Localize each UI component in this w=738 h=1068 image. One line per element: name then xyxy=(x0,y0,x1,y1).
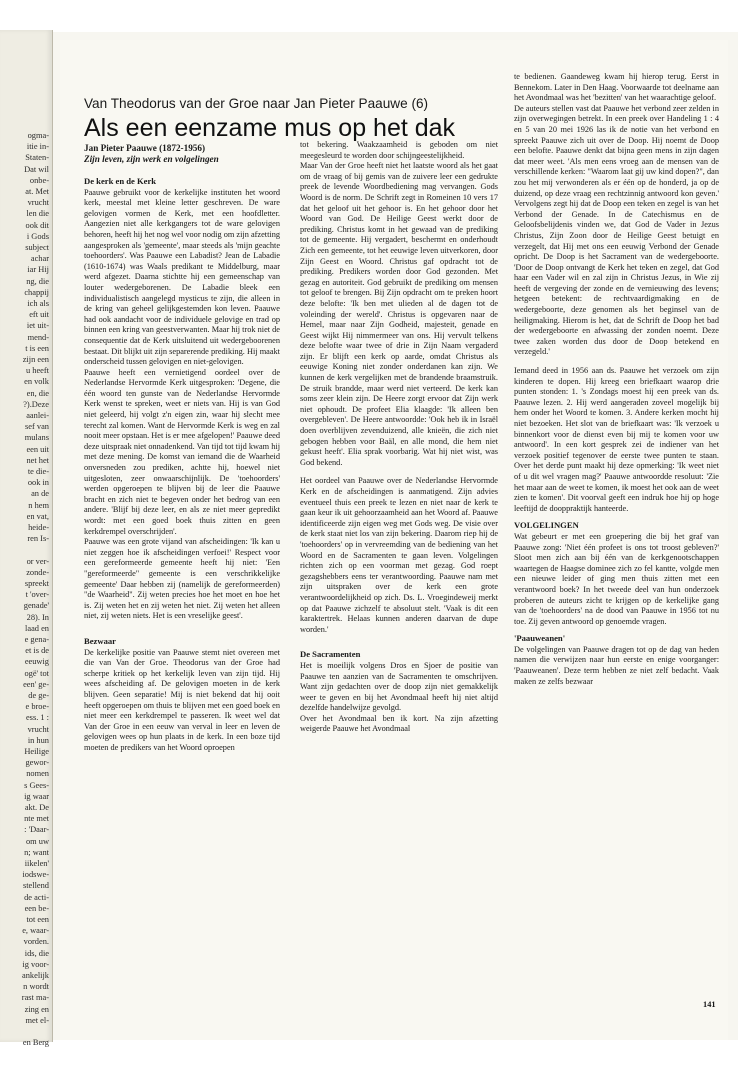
previous-page-fragment: onbe- xyxy=(29,175,49,185)
previous-page-fragment: t is een xyxy=(25,343,49,353)
previous-page-fragment: gewor- xyxy=(25,758,49,768)
previous-page-fragment: t 'over- xyxy=(25,590,49,600)
previous-page-fragment: met el- xyxy=(25,1015,49,1025)
previous-page-fragment: Heilige xyxy=(24,747,49,756)
previous-page-fragment: akt. De xyxy=(24,803,49,812)
column-3 xyxy=(514,72,719,687)
previous-page-fragment: eeuwig xyxy=(24,657,49,667)
previous-page-fragment: en, die xyxy=(26,388,49,398)
previous-page-edge xyxy=(0,30,53,1048)
column-2 xyxy=(300,140,498,735)
previous-page-fragment: zing en xyxy=(24,1004,49,1014)
paragraph: Paauwe was een grote vijand van afscheidingen: 'Ik kan u niet zeggen hoe ik afscheidingen verfoei!' Respect voor een gereformeerde gemeente heeft hij niet: 'Een "gereformeerde" gemeente is een verschrikkelijke gemeente' Daar hebben zij (namelijk de gereformeerden) "de Waarheid". Zij weten precies hoe het moet en hoe het is. Zij weten het en zij weten het niet. Zij weten het alleen niet, zij weten niets. Het is een vreselijke geest'. xyxy=(84,537,280,621)
previous-page-fragment: zonde- xyxy=(26,567,49,577)
previous-page-fragment: iar Hij xyxy=(27,265,49,275)
paragraph: Het oordeel van Paauwe over de Nederlandse Hervormde Kerk en de afscheidingen is aanmatigend. Zijn advies eventueel thuis een preek te lezen en niet naar de kerk te gaan keur ik uit gehoorzaamheid aan het Woord af. Paauwe identificeerde zijn eigen weg met Gods weg. De visie over de kerk staat niet los van zijn bekering. Daarom riep hij de 'toehoorders' op in vervreemding van de bediening van het Woord en de Sacramenten te gaan leven. Volgelingen richten zich op een voorman met gezag. God roept gezagshebbers eens ter verantwoording. Paauwe nam met zijn uitspraken over de kerk een grote verantwoordelijkheid op zich. Ds. L. Vroegindeweij merkt op dat Paauwe zichzelf te absoluut stelt. 'Vaak is dit een karaktertrek. Helaas kunnen anderen daarvan de dupe worden.' xyxy=(300,476,498,634)
spacer xyxy=(84,622,280,630)
previous-page-fragment: or ver- xyxy=(26,556,49,566)
previous-page-fragment: ess. 1 : xyxy=(25,713,49,723)
previous-page-fragment: en Berg xyxy=(22,1038,49,1048)
previous-page-fragment: rast ma- xyxy=(21,993,49,1003)
article-headline: Als een eenzame mus op het dak xyxy=(84,114,456,142)
previous-page-fragment: vrucht xyxy=(27,724,49,734)
paragraph: Het is moeilijk volgens Dros en Sjoer de positie van Paauwe ten aanzien van de Sacramenten te omschrijven. Want zijn gedachten over de doop zijn niet gemakkelijk weer te geven en bij het Avondmaal heeft hij niet altijd dezelfde handelwijze gevolgd. xyxy=(300,660,498,713)
previous-page-fragment: nte met xyxy=(24,814,49,824)
previous-page-fragment: ook dit xyxy=(25,220,49,230)
previous-page-fragment: vorden. xyxy=(23,937,49,947)
previous-page-fragment: an de xyxy=(31,489,49,499)
section-heading-bezwaar: Bezwaar xyxy=(84,635,116,646)
previous-page-fragment: sef van xyxy=(25,422,49,432)
previous-page-fragment: de acti- xyxy=(24,892,49,902)
previous-page-fragment: ig waar xyxy=(24,791,49,801)
previous-page-fragment: ogma- xyxy=(27,131,49,140)
paragraph: Paauwe heeft een vernietigend oordeel over de Nederlandse Hervormde Kerk uitgesproken: 'Degene, die één woord ten gunste van de Nederlandse Hervormde Kerk wenst te spreken, weet er niets van. Hij is van God niet geleerd, hij volgt z'n eigen zin, waar hij slecht mee terecht zal komen. Want de Hervormde Kerk is weg en zal nooit meer opstaan. Het is er mee afgelopen!' Paauwe deed deze uitspraak niet onnadenkend. Van tijd tot tijd kwam hij met deze mening. De komst van iemand die de Waarheid onversneden zou prediken, achtte hij, hoewel niet uitgesloten, zeer onwaarschijnlijk. De 'toehoorders' werden opgeroepen te blijven bij de leer die Paauwe bracht en zich niet te begeven onder het bedrog van een andere. 'Blijf bij deze leer, en als ze niet meer gepredikt wordt: met een goed boek thuis zitten en geen kerkdrempel overschrijden'. xyxy=(84,367,280,536)
previous-page-fragment: e, waar- xyxy=(22,926,49,936)
spacer xyxy=(514,358,719,366)
previous-page-fragment: mend- xyxy=(27,332,49,342)
previous-page-fragment: e broe- xyxy=(25,702,49,712)
previous-page-fragment: ?).Deze xyxy=(23,399,49,409)
previous-page-fragment: tot een xyxy=(26,915,49,924)
previous-page-fragment: aanlei- xyxy=(26,411,49,420)
previous-page-fragment: : 'Daar- xyxy=(24,825,49,835)
previous-page-fragment: de ge- xyxy=(28,691,49,700)
previous-page-fragment: ids, die xyxy=(24,948,49,958)
previous-page-fragment: spreekt xyxy=(24,579,49,588)
previous-page-fragment: mulans xyxy=(24,433,49,443)
previous-page-fragment: s Gees- xyxy=(24,780,49,790)
previous-page-fragment: ig voor- xyxy=(22,959,49,969)
section-heading-paauweanen: 'Paauweanen' xyxy=(514,633,566,644)
paragraph: tot bekering. Waakzaamheid is geboden om niet meegesleurd te worden door schijngeestelijkheid. xyxy=(300,140,498,160)
previous-page-fragment: subject xyxy=(25,243,49,252)
series-title: Van Theodorus van der Groe naar Jan Pieter Paauwe (6) xyxy=(84,96,429,111)
previous-page-fragment: net het xyxy=(26,455,49,465)
previous-page-fragment: chappij xyxy=(24,287,49,297)
previous-page-fragment: 28). In xyxy=(26,612,49,622)
previous-page-fragment: iodswe- xyxy=(22,870,49,880)
section-heading-sacramenten: De Sacramenten xyxy=(300,649,361,660)
previous-page-fragment: om uw xyxy=(25,836,49,846)
paragraph: Maar Van der Groe heeft niet het laatste woord als het gaat om de vraag of bij gemis van de zuivere leer een gedrukte preek de levende Woordbediening mag vervangen. Gods Woord is de norm. De Schrift zegt in Romeinen 10 vers 17 dat het geloof uit het gehoor is. En het gehoor door het Woord van God. De Heilige Geest werkt door de prediking. Christus komt in het gewaad van de prediking tot de gemeente. Hij vergadert, beschermt en onderhoudt Zich een gemeente, tot het eeuwige leven uitverkoren, door Zijn Geest en Woord. Christus gaf opdracht tot de prediking. Predikers worden door God gezonden. Met gezag en autoriteit. God gebruikt de prediking om mensen tot geloof te brengen. Bij Zijn opdracht om te preken hoort deze belofte: 'Ik ben met ulieden al de dagen tot de voleinding der wereld'. Christus is opgevaren naar de Hemel, maar naar Zijn Godheid, majesteit, genade en Geest wijkt Hij nimmermeer van ons. Hij vervult telkens deze belofte waar twee of drie in Zijn Naam vergaderd zijn. Er blijft een kerk op aarde, omdat Christus als eeuwige Koning niet zonder onderdanen kan zijn. We kunnen de kerk vergelijken met de brandende braamstruik. De struik brandde, maar werd niet verteerd. De kerk kan soms zeer klein zijn. De Heere zorgt ervoor dat Zijn werk niet ophoudt. De profeet Elia klaagde: 'Ik alleen ben overgebleven'. De Heere antwoordde: 'Ook heb ik in Israël doen overblijven zevenduizend, alle knieën, die zich niet gebogen hebben voor Baäl, en alle mond, die hem niet gekust heeft'. Elia sprak voorbarig. Wat hij niet wist, was God bekend. xyxy=(300,161,498,467)
previous-page-fragment: nomen xyxy=(26,769,49,779)
previous-page-fragment: ich als xyxy=(27,299,49,308)
paragraph: De auteurs stellen vast dat Paauwe het verbond zeer zelden in zijn overwegingen betrekt. In een preek over Handeling 1 : 4 en 5 van 20 mei 1926 las ik de notie van het verbond en spreekt Paauwe zich uit over de Doop. Hij noemt de Doop een belofte. Paauwe denkt dat bijna geen mens in zijn dagen dat meer weet. 'Als men eens vroeg aan de mensen van de verschillende kerken: "Waarom laat gij uw kind dopen?", dan zou het mij verwonderen als er één op de honderd, ja op de duizend, op deze vraag een rechtzinnig antwoord kon geven.' Vervolgens zegt hij dat de Doop een teken en zegel is van het Verbond der Genade. In de Catechismus en de Geloofsbelijdenis vinden we, dat God de Vader in Jezus Christus, Zijn Zoon door de Heilige Geest betuigt en verzegelt, dat Hij met ons een eeuwig Verbond der Genade opricht. De Doop is het Sacrament van de wedergeboorte. 'Door de Doop ontvangt de Kerk het teken en zegel, dat God haar een Vader wil en zal zijn in Christus Jezus, in Wie zij heeft de vergeving der zonde en de vernieuwing des levens; hetgeen betekent: de rechtvaardigmaking en de wedergeboorte, deze genomen als het beginsel van de heiligmaking. Hierom is het, dat de Schrift de Doop het bad der wedergeboorte en afwassing der zonden noemt. Deze twee zaken worden dus door de Doop betekend en verzegeld.' xyxy=(514,103,719,357)
paragraph: Paauwe gebruikt voor de kerkelijke instituten het woord kerk, meestal met kleine letter geschreven. De ware gelovigen vormen de Kerk, met een hoofdletter. Aangezien niet alle kerkgangers tot de ware gelovigen behoren, heeft hij het nog wel voor nodig om zijn afzetting aangesproken als 'gemeente', maar steeds als 'mijn geachte toehoorders'. Was Paauwe een Labadist? Jean de Labadie (1610-1674) was Waals predikant te Middelburg, maar werd afgezet. Daarna stichtte hij een gemeenschap van louter wedergeborenen. De Labadie bleek een individualistisch aangelegd mysticus te zijn, die alleen in de kring van geheel gelijkgestemden kon leven. Paauwe had ook aandacht voor de individuele gelovige en trad op binnen een kring van geestverwanten. Maar hij trok niet de consequentie dat de Kerk uitsluitend uit wedergeboorenen bestaat. Dit blijkt uit zijn separerende prediking. Hij maakt onderscheid tussen gelovigen en niet-gelovigen. xyxy=(84,187,280,367)
spacer xyxy=(300,635,498,643)
previous-page-fragment: Staten- xyxy=(25,153,49,163)
previous-page-fragment: u heeft xyxy=(25,366,49,376)
section-heading-volgelingen: VOLGELINGEN xyxy=(514,520,579,531)
previous-page-fragment: et is de xyxy=(25,646,49,656)
spacer xyxy=(300,468,498,476)
page-number: 141 xyxy=(703,1000,716,1009)
previous-page-fragment: stellend xyxy=(22,881,49,891)
previous-page-fragment: zijn een xyxy=(22,355,49,364)
previous-page-fragment: te die- xyxy=(27,467,49,476)
previous-page-fragment: eft uit xyxy=(29,310,49,320)
byline-subtitle: Zijn leven, zijn werk en volgelingen xyxy=(84,154,219,164)
byline-name: Jan Pieter Paauwe (1872-1956) xyxy=(84,143,206,153)
previous-page-fragment: en vat, xyxy=(26,511,49,521)
previous-page-fragment: ook in xyxy=(27,478,49,488)
section-heading-kerk: De kerk en de Kerk xyxy=(84,176,157,186)
previous-page-fragment: een' ge- xyxy=(23,679,49,689)
paragraph: te bedienen. Gaandeweg kwam hij hierop terug. Eerst in Bennekom. Later in Den Haag. Voorwaarde tot deelname aan het Avondmaal was het 'bezitten' van het waarachtige geloof. xyxy=(514,72,719,103)
byline xyxy=(84,143,284,165)
paragraph: Iemand deed in 1956 aan ds. Paauwe het verzoek om zijn kinderen te dopen. Hij kreeg een briefkaart waarop drie punten stonden: 1. 's Zondags moest hij een preek van ds. Paauwe lezen. 2. Hij werd aangeraden zoveel mogelijk bij hem onder het Woord te komen. 3. Andere kerken mocht hij niet bezoeken. Het slot van de briefkaart was: 'Ik verzoek u binnenkort voor de dienst even bij mij te komen voor uw antwoord'. In een kort gesprek zei de indiener van het verzoek positief tegenover de eerste twee punten te staan. Over het derde punt maakt hij deze opmerking: 'Ik weet niet of u dit wel vragen mag?' Paauwe antwoordde resoluut: 'Zie het maar aan de weet te komen, ik moest het ook aan de weet zien te komen'. Dit voorval geeft een indruk hoe hij op hoge leeftijd de dooppraktijk hanteerde. xyxy=(514,366,719,513)
previous-page-fragment: achar xyxy=(30,254,49,264)
paragraph: Wat gebeurt er met een groepering die bij het graf van Paauwe zong: 'Niet één profeet is ons tot troost gebleven?' Sloot men zich aan bij één van de kerkgenootschappen waartegen de Haagse dominee zich zo fel kantte, volgde men een nieuwe leider of ging men thuis zitten met een verantwoord boek? In het tweede deel van hun onderzoek proberen de auteurs zicht te krijgen op de kerkelijke gang van de 'toehoorders' na de dood van Paauwe in 1956 tot nu toe. Zij geven antwoord op genoemde vragen. xyxy=(514,531,719,626)
previous-page-fragment: iikelen' xyxy=(24,859,49,868)
previous-page-fragment: Dat wil xyxy=(24,164,49,174)
column-1 xyxy=(84,170,280,753)
scan-top-margin xyxy=(0,0,738,32)
previous-page-fragment: laad en xyxy=(25,623,49,633)
paragraph: Over het Avondmaal ben ik kort. Na zijn afzetting weigerde Paauwe het Avondmaal xyxy=(300,713,498,734)
scan-bottom-margin xyxy=(0,1040,738,1068)
previous-page-fragment: ankelijk xyxy=(22,971,49,980)
previous-page-fragment: n; want xyxy=(24,847,49,857)
previous-page-fragment: itie in- xyxy=(26,142,49,152)
previous-page-fragment: ren Is- xyxy=(27,534,49,544)
previous-page-fragment: vrucht xyxy=(27,198,49,208)
previous-page-fragment: en volk xyxy=(24,377,49,387)
previous-page-fragment: heide- xyxy=(28,523,49,532)
paragraph: De volgelingen van Paauwe dragen tot op de dag van heden namen die verwijzen naar hun eerste en enige voorganger: 'Paauweanen'. Deze term hebben ze niet zelf bedacht. Vaak maken ze zelfs bezwaar xyxy=(514,644,719,686)
previous-page-fragment: len die xyxy=(26,209,49,219)
previous-page-fragment: i Gods xyxy=(26,231,49,241)
previous-page-fragment: een be- xyxy=(24,903,49,913)
previous-page-fragment: ng, die xyxy=(26,276,49,286)
previous-page-fragment: n hem xyxy=(28,500,49,510)
previous-page-fragment: een uit xyxy=(26,444,49,454)
previous-page-fragment: ogë' tot xyxy=(24,668,49,678)
previous-page-fragment: e gena- xyxy=(24,635,49,644)
previous-page-fragment: at. Met xyxy=(25,187,49,196)
previous-page-fragment: n wordt xyxy=(23,982,49,992)
paragraph: De kerkelijke positie van Paauwe stemt niet overeen met die van Van der Groe. Theodorus van der Groe had scherpe kritiek op het kerkelijk leven van zijn tijd. Hij wees afscheiding af. De gelovigen moeten in de kerk blijven. Geen separatie! Mij is niet bekend dat hij ooit heeft opgeroepen om thuis te blijven met een goed boek en niet meer een kerkdrempel te passeren. Ik weet wel dat Van der Groe in een eeuw van verval in leer en leven de gelovigen wees op hun plaats in de kerk. In een boze tijd moeten de predikers van het Woord oproepen xyxy=(84,647,280,752)
previous-page-fragment: in hun xyxy=(27,735,49,745)
previous-page-fragment: genade' xyxy=(23,601,49,611)
previous-page-fragment: iet uit- xyxy=(26,321,49,331)
